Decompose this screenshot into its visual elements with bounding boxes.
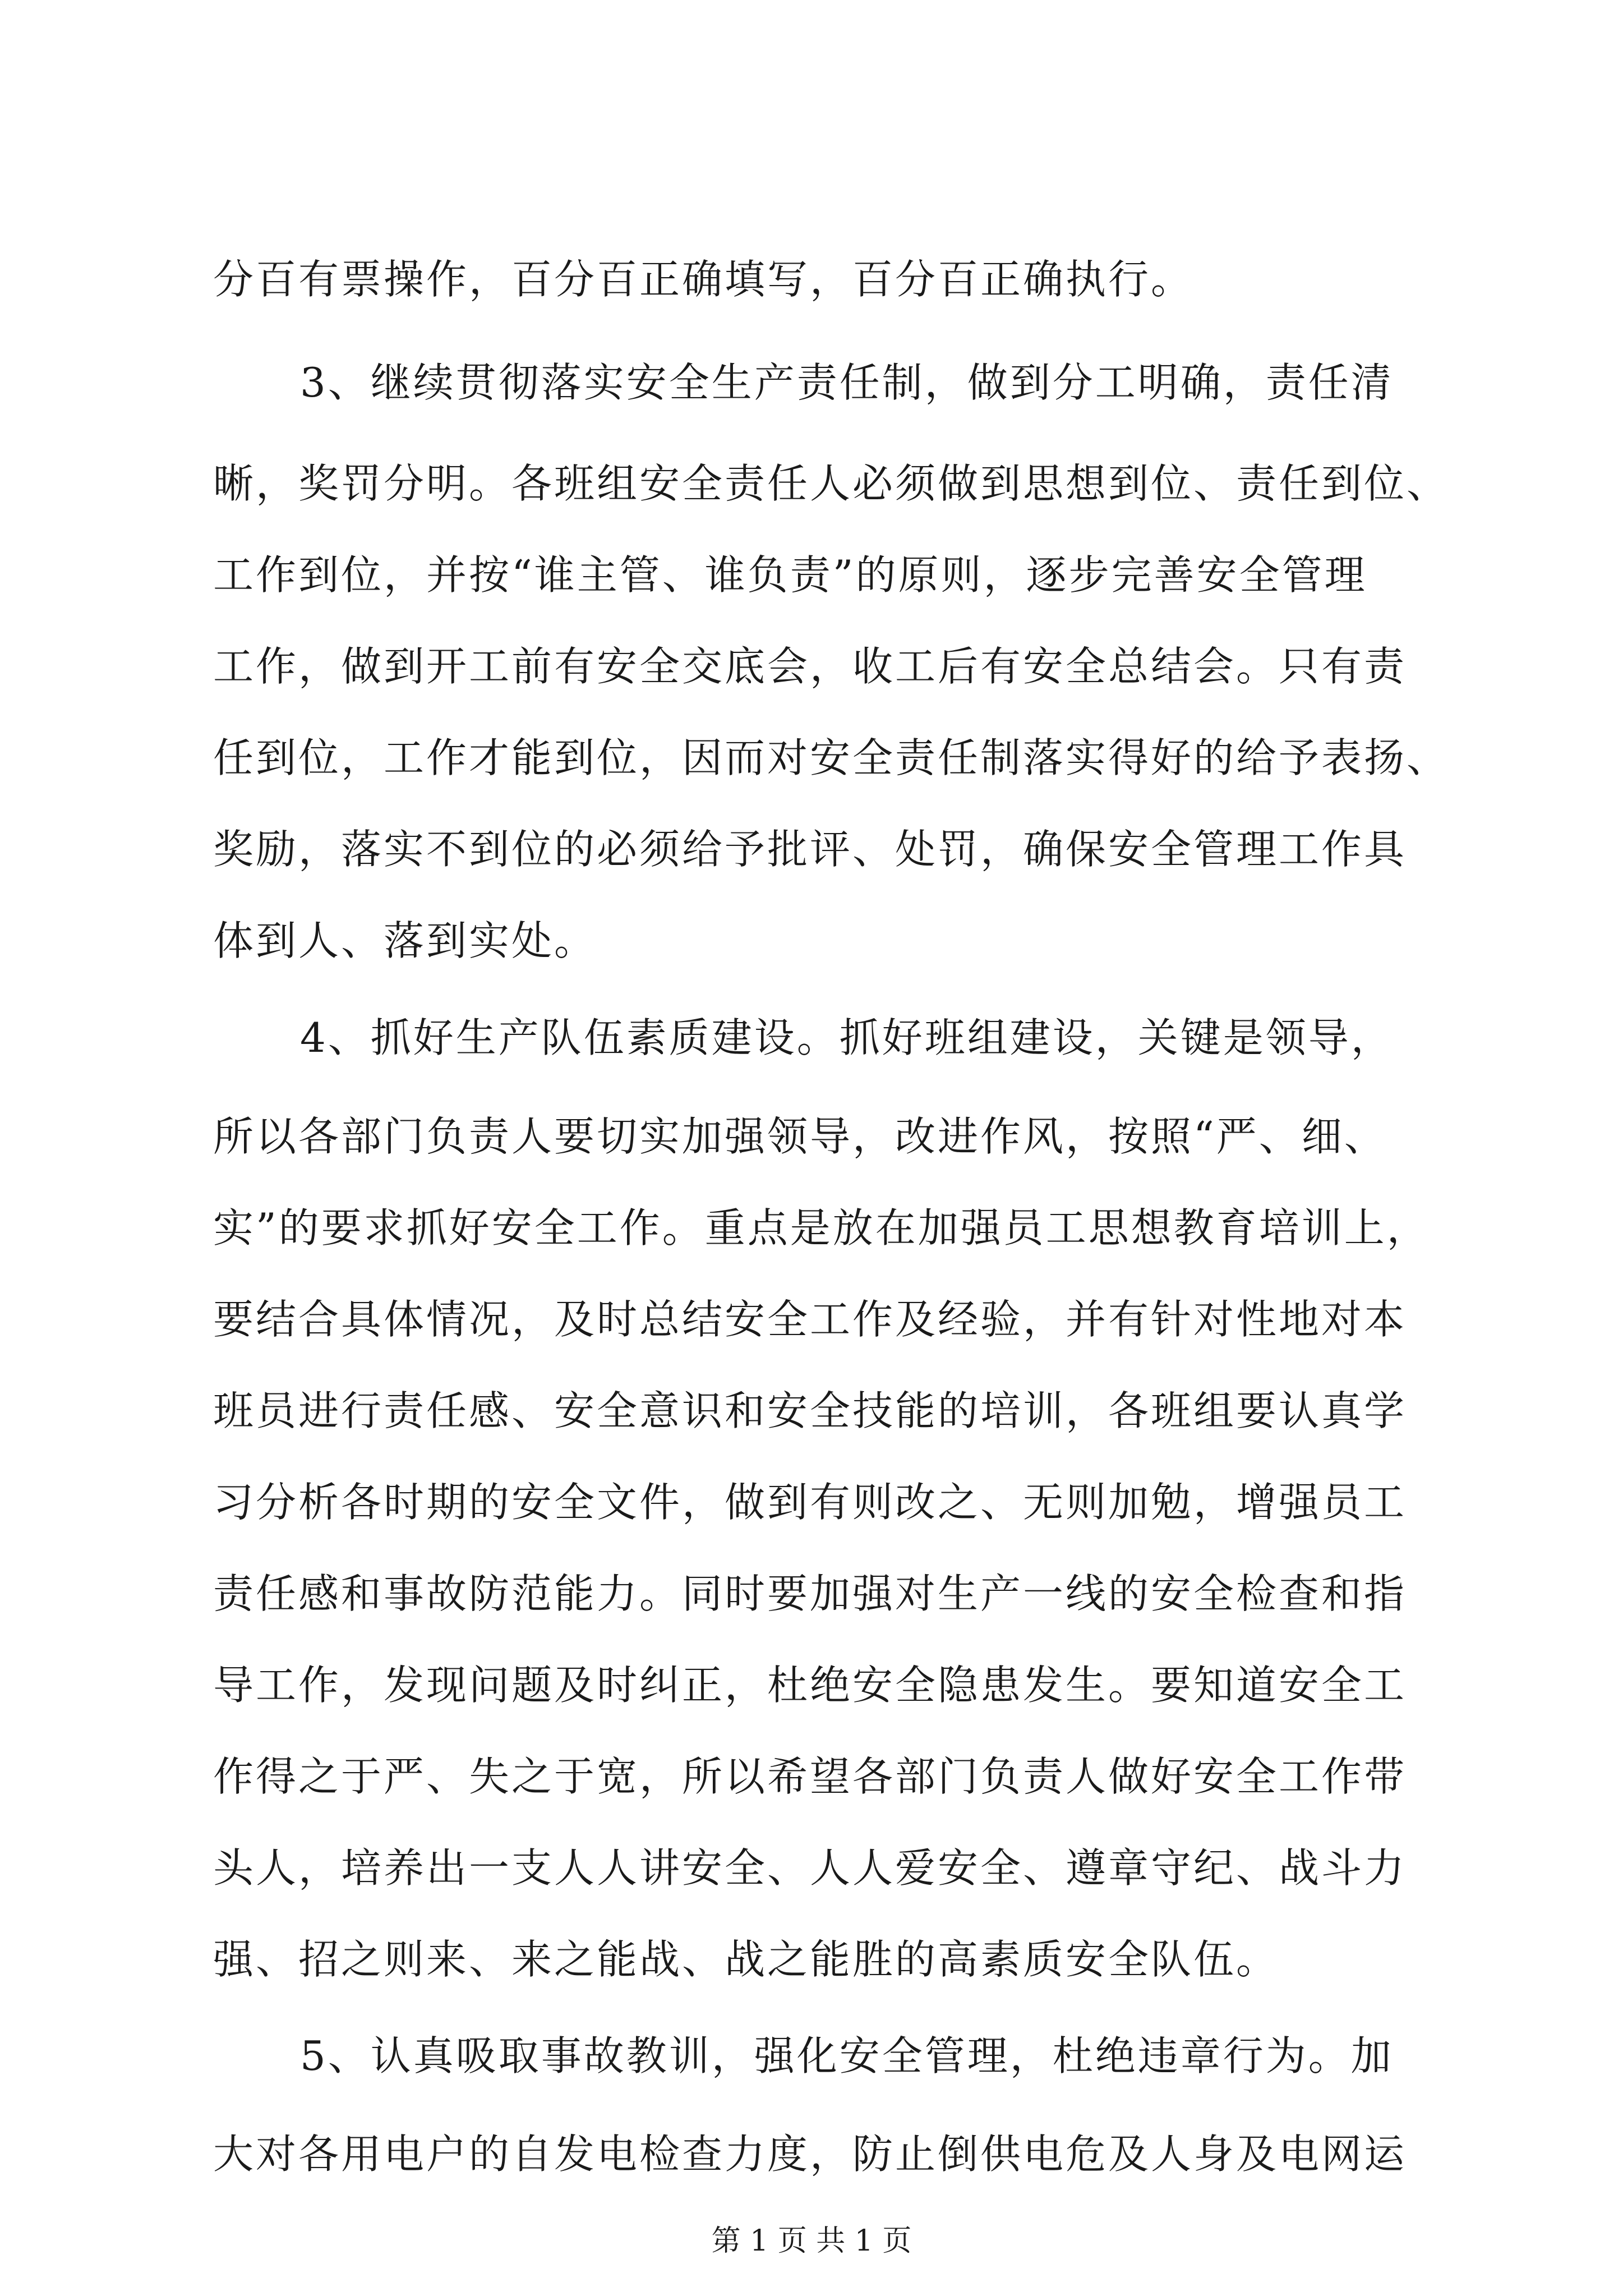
paragraph-5-line-1: 5、认真吸取事故教训，强化安全管理，杜绝违章行为。加 <box>300 2032 1394 2079</box>
text-line: 班员进行责任感、安全意识和安全技能的培训，各班组要认真学 <box>213 1387 1407 1434</box>
text-line: 实”的要求抓好安全工作。重点是放在加强员工思想教育培训上， <box>213 1204 1430 1251</box>
text-line: 大对各用电户的自发电检查力度，防止倒供电危及人身及电网运 <box>213 2131 1407 2178</box>
text-line: 任到位，工作才能到位，因而对安全责任制落实得好的给予表扬、 <box>213 734 1450 781</box>
text-line: 强、招之则来、来之能战、战之能胜的高素质安全队伍。 <box>213 1936 1279 1983</box>
page-number: 第 1 页 共 1 页 <box>711 2224 912 2258</box>
text-line: 作得之于严、失之于宽，所以希望各部门负责人做好安全工作带 <box>213 1753 1407 1800</box>
text-line: 责任感和事故防范能力。同时要加强对生产一线的安全检查和指 <box>213 1570 1407 1617</box>
text-line: 所以各部门负责人要切实加强领导，改进作风，按照“严、细、 <box>213 1113 1387 1160</box>
text-line: 头人，培养出一支人人讲安全、人人爱安全、遵章守纪、战斗力 <box>213 1844 1407 1892</box>
text-line: 分百有票操作，百分百正确填写，百分百正确执行。 <box>213 256 1194 303</box>
text-line: 晰，奖罚分明。各班组安全责任人必须做到思想到位、责任到位、 <box>213 460 1450 507</box>
text-line: 导工作，发现问题及时纠正，杜绝安全隐患发生。要知道安全工 <box>213 1662 1407 1709</box>
text-line: 习分析各时期的安全文件，做到有则改之、无则加勉，增强员工 <box>213 1479 1407 1526</box>
text-line: 要结合具体情况，及时总结安全工作及经验，并有针对性地对本 <box>213 1296 1407 1343</box>
paragraph-3-line-1: 3、继续贯彻落实安全生产责任制，做到分工明确，责任清 <box>300 359 1394 406</box>
text-line: 奖励，落实不到位的必须给予批评、处罚，确保安全管理工作具 <box>213 826 1407 873</box>
text-line: 工作到位，并按“谁主管、谁负责”的原则，逐步完善安全管理 <box>213 551 1367 599</box>
paragraph-4-line-1: 4、抓好生产队伍素质建设。抓好班组建设，关键是领导， <box>300 1014 1394 1061</box>
text-line: 工作，做到开工前有安全交底会，收工后有安全总结会。只有责 <box>213 643 1407 690</box>
text-line: 体到人、落到实处。 <box>213 917 597 964</box>
